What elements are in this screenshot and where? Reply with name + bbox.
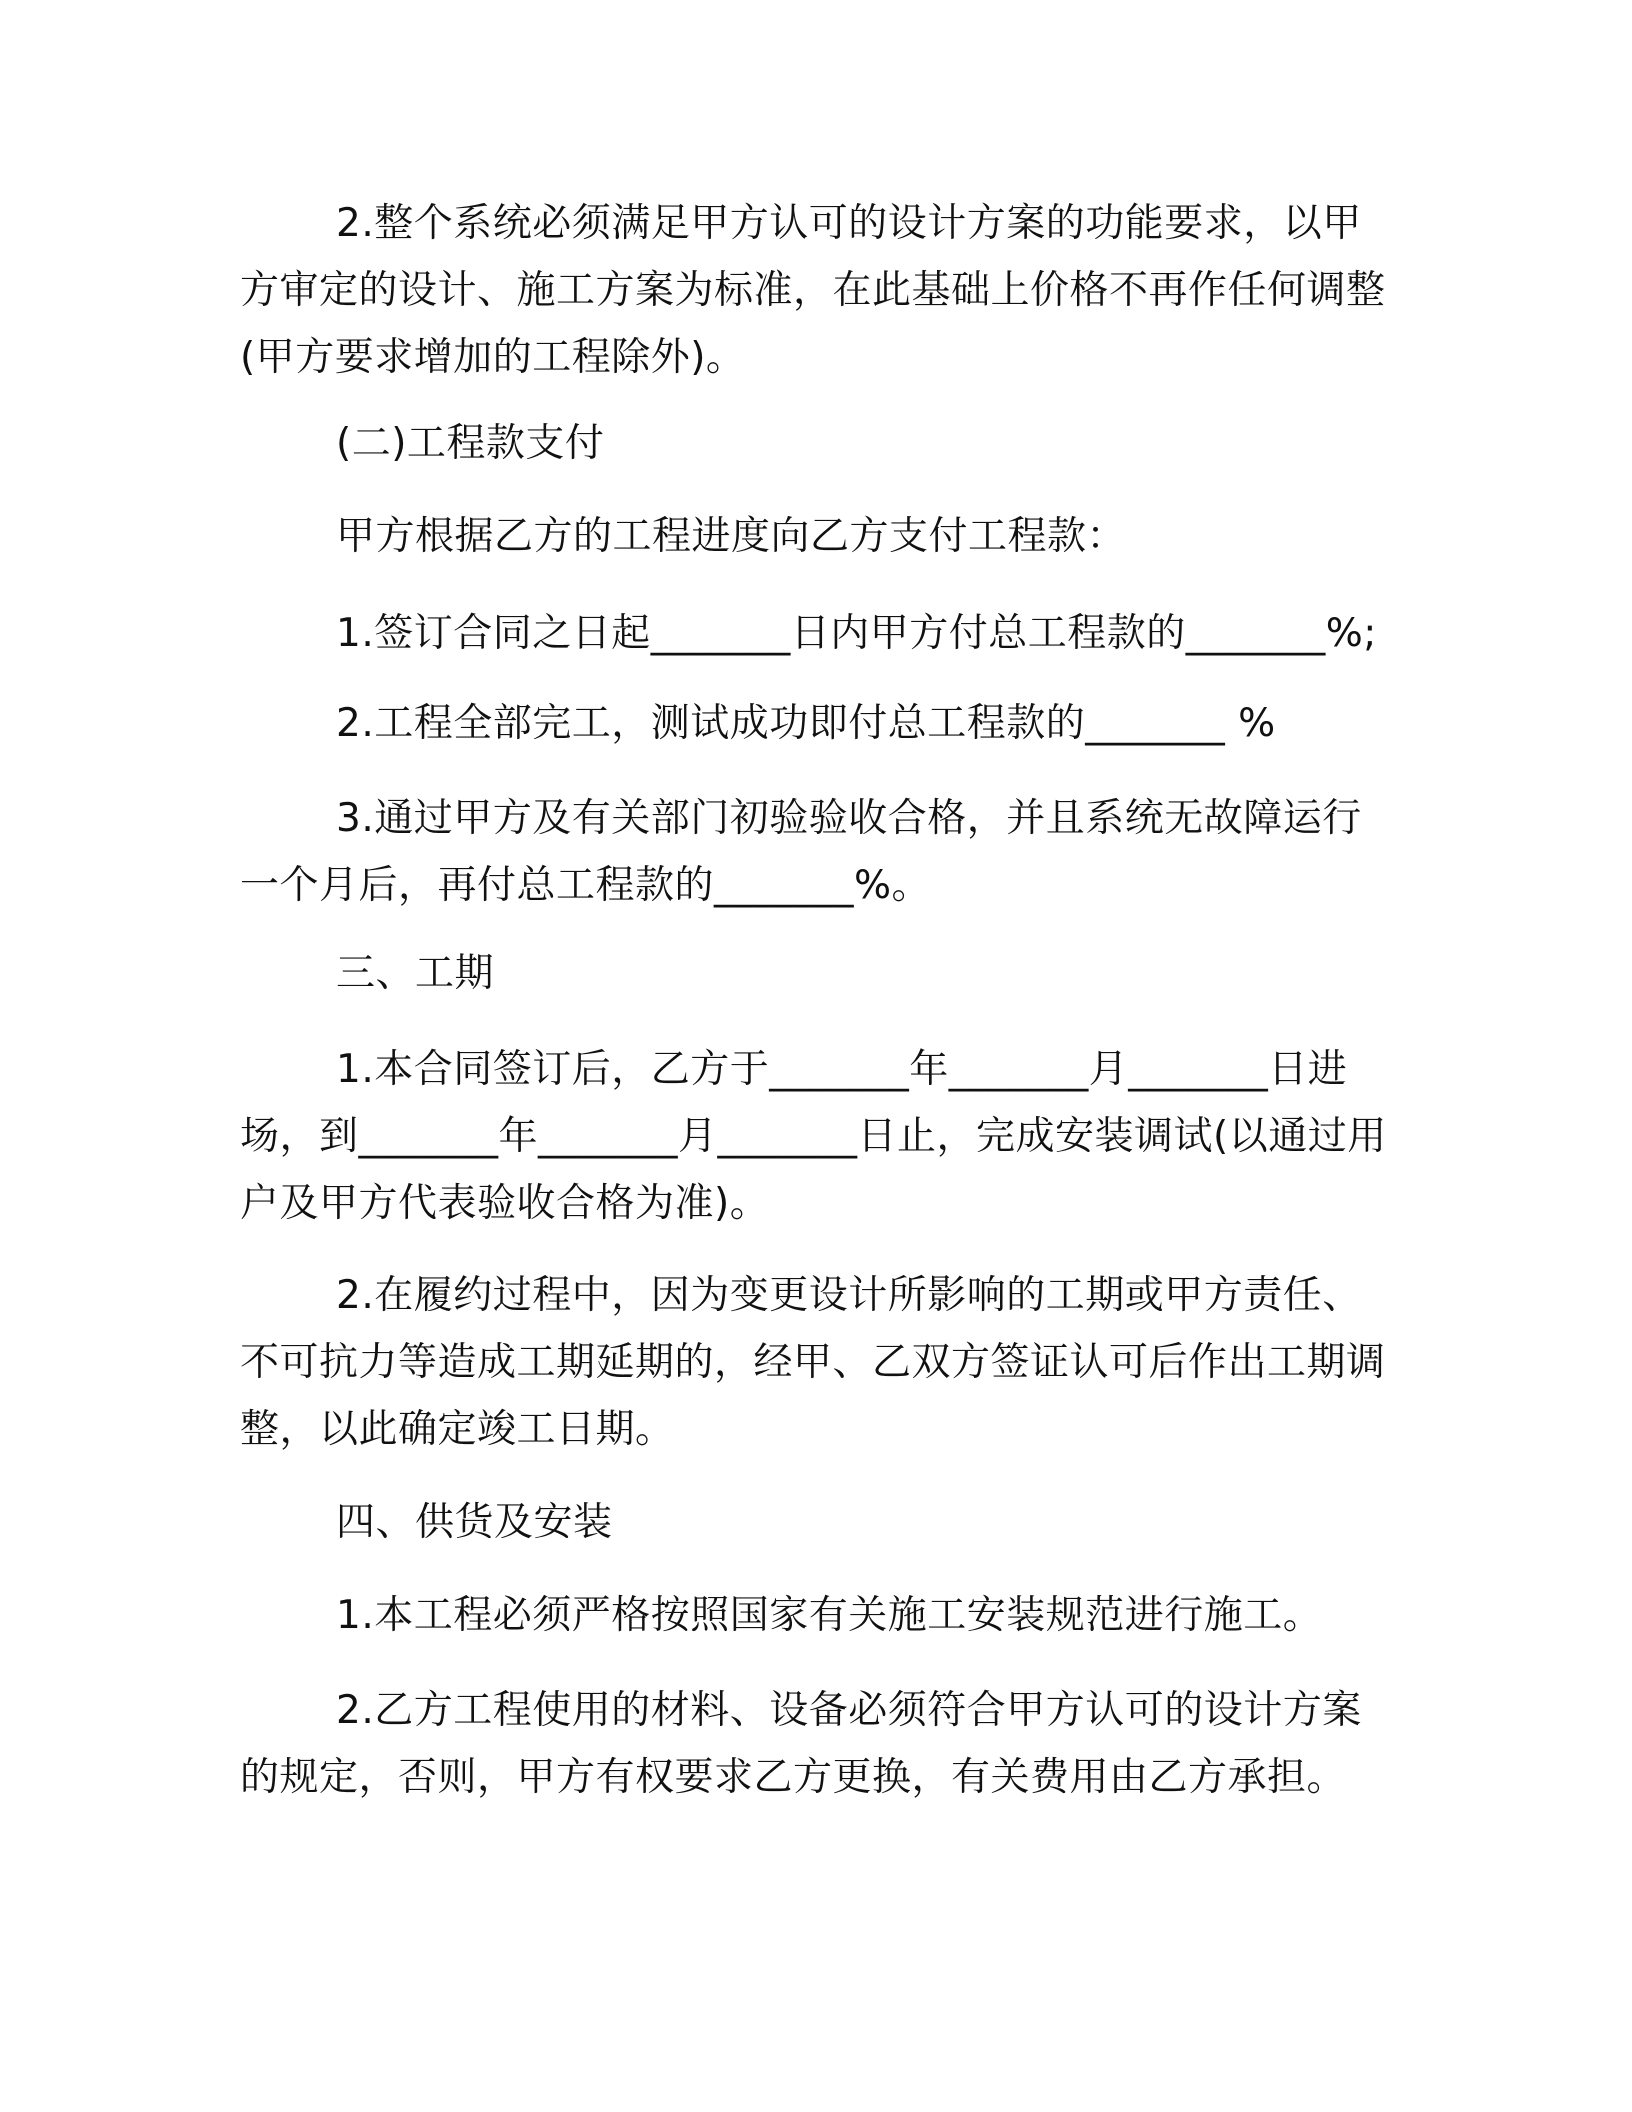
paragraph-payment-item-2: 2.工程全部完工，测试成功即付总工程款的_______ % — [336, 701, 1276, 746]
paragraph-payment-intro: 甲方根据乙方的工程进度向乙方支付工程款： — [336, 514, 1127, 559]
paragraph-supply-item-1: 1.本工程必须严格按照国家有关施工安装规范进行施工。 — [336, 1593, 1323, 1638]
paragraph-supply-item-2: 2.乙方工程使用的材料、设备必须符合甲方认可的设计方案的规定，否则，甲方有权要求乙方更换，有关费用由乙方承担。 — [240, 1688, 1362, 1800]
paragraph-system-requirements: 2.整个系统必须满足甲方认可的设计方案的功能要求，以甲方审定的设计、施工方案为标准，在此基础上价格不再作任何调整(甲方要求增加的工程除外)。 — [240, 201, 1386, 380]
paragraph-schedule-item-1: 1.本合同签订后，乙方于_______年_______月_______日进场，到_______年_______月_______日止，完成安装调试(以通过用户及甲方代表验收合格为准)。 — [240, 1047, 1387, 1226]
paragraph-schedule-item-2: 2.在履约过程中，因为变更设计所影响的工期或甲方责任、不可抗力等造成工期延期的，经甲、乙双方签证认可后作出工期调整，以此确定竣工日期。 — [240, 1273, 1386, 1452]
heading-supply-installation: 四、供货及安装 — [336, 1500, 613, 1545]
paragraph-payment-item-1: 1.签订合同之日起_______日内甲方付总工程款的_______%; — [336, 611, 1377, 656]
paragraph-payment-item-3: 3.通过甲方及有关部门初验验收合格，并且系统无故障运行一个月后，再付总工程款的_______%。 — [240, 796, 1362, 908]
heading-payment: (二)工程款支付 — [336, 421, 605, 466]
heading-schedule: 三、工期 — [336, 951, 495, 996]
